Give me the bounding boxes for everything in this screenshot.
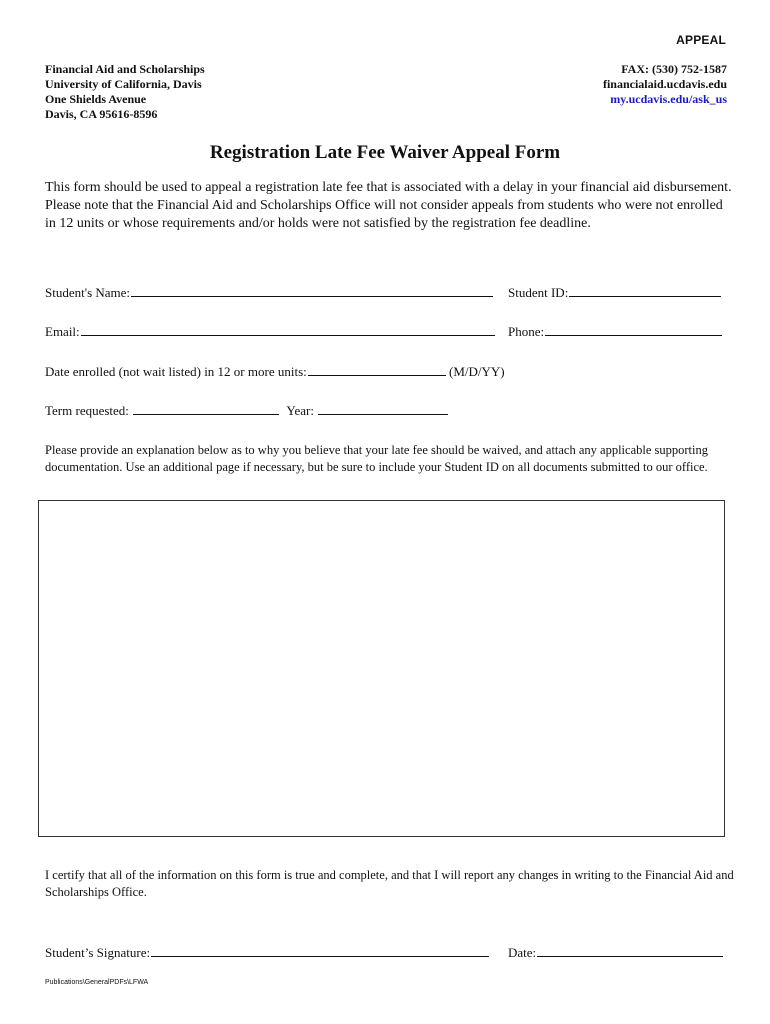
appeal-label: APPEAL (676, 33, 726, 47)
year-line[interactable] (318, 402, 448, 415)
signature-label: Student’s Signature: (45, 945, 151, 960)
signature-field[interactable] (45, 944, 489, 961)
explanation-instructions: Please provide an explanation below as to why you believe that your late fee should be waived, and attach any applicable supporting documentation. Use an additional page if necessary, but be sure to include your Student ID on all documents submitted to our office. (45, 443, 708, 474)
date-format-hint: (M/D/YY) (449, 364, 505, 379)
phone-field[interactable] (508, 323, 722, 340)
intro-paragraph: This form should be used to appeal a registration late fee that is associated with a delay in your financial aid disbursement. Please note that the Financial Aid and Scholarships Office will not consider appeals from students who were not enrolled in 12 units or whose requirements and/or holds were not satisfied by the registration fee deadline. (45, 180, 732, 231)
date-enrolled-label: Date enrolled (not wait listed) in 12 or more units: (45, 364, 307, 379)
term-requested-field[interactable] (45, 402, 448, 419)
email-label: Email: (45, 324, 80, 339)
signature-line[interactable] (151, 944, 489, 957)
address-line-street: One Shields Avenue (45, 92, 147, 106)
date-field[interactable] (508, 944, 723, 961)
form-title: Registration Late Fee Waiver Appeal Form (209, 142, 561, 163)
student-id-label: Student ID: (508, 285, 569, 300)
certification-statement: I certify that all of the information on this form is true and complete, and that I will report any changes in writing to the Financial Aid and Scholarships Office. (45, 868, 734, 899)
office-address (45, 62, 205, 122)
student-name-label: Student's Name: (45, 285, 131, 300)
student-id-field[interactable] (508, 284, 721, 301)
address-line-university: University of California, Davis (45, 77, 202, 91)
date-enrolled-field[interactable] (45, 363, 505, 380)
explanation-textbox[interactable] (38, 500, 725, 837)
email-line[interactable] (81, 323, 495, 336)
phone-label: Phone: (508, 324, 545, 339)
student-name-field[interactable] (45, 284, 493, 301)
date-enrolled-line[interactable] (308, 363, 446, 376)
contact-info (603, 62, 727, 107)
address-line-office: Financial Aid and Scholarships (45, 62, 205, 76)
ask-us-link[interactable]: my.ucdavis.edu/ask_us (610, 92, 727, 106)
term-requested-line[interactable] (133, 402, 279, 415)
footer-path: Publications\GeneralPDFs\LFWA (45, 979, 149, 986)
year-label: Year: (286, 403, 314, 418)
date-line[interactable] (537, 944, 723, 957)
fax-number: FAX: (530) 752-1587 (621, 62, 727, 76)
website: financialaid.ucdavis.edu (602, 77, 727, 91)
phone-line[interactable] (545, 323, 722, 336)
student-id-line[interactable] (569, 284, 721, 297)
email-field[interactable] (45, 323, 495, 340)
term-requested-label: Term requested: (45, 403, 129, 418)
address-line-city: Davis, CA 95616-8596 (45, 107, 158, 121)
date-label: Date: (508, 945, 537, 960)
student-name-line[interactable] (131, 284, 493, 297)
